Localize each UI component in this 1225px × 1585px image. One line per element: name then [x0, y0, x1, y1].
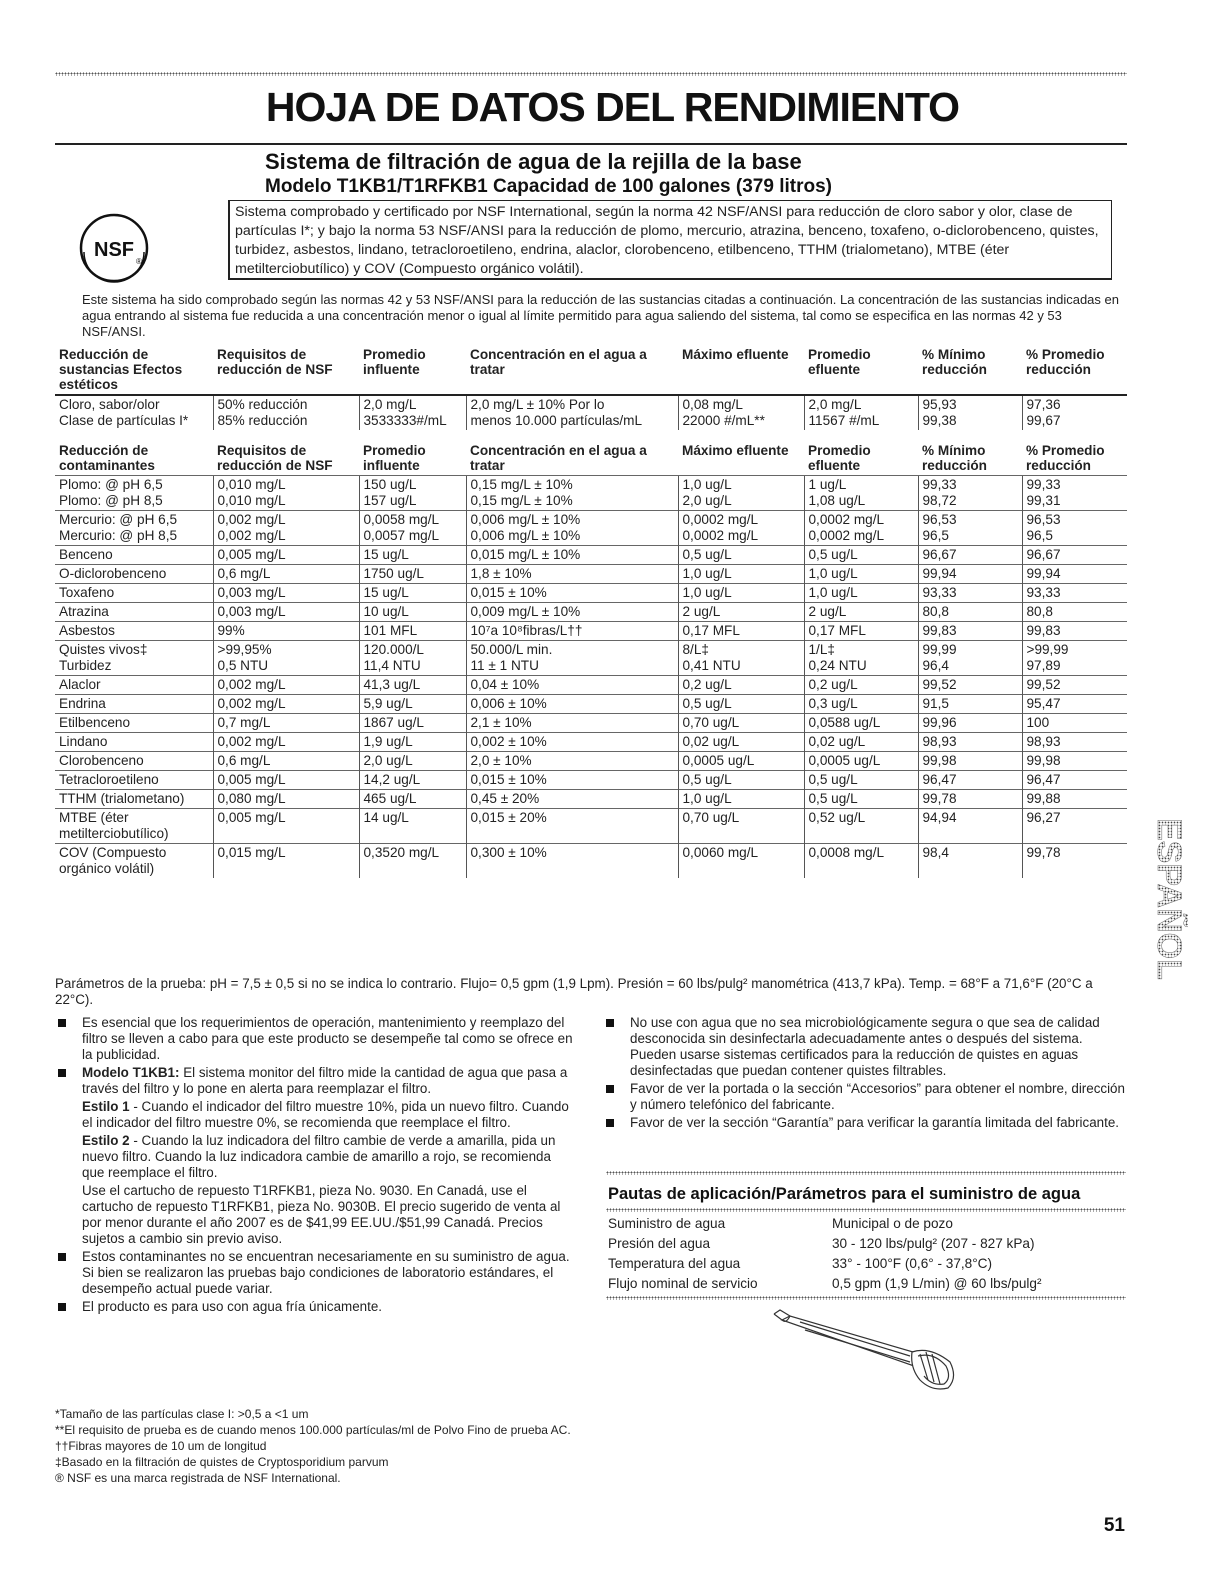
- table-cell: 10 ug/L: [359, 603, 466, 622]
- table-cell: 96,47: [918, 771, 1022, 790]
- table-cell: 0,5 ug/L: [804, 790, 918, 809]
- table-cell: 0,17 MFL: [804, 622, 918, 641]
- table-cell: 97,36 99,67: [1022, 395, 1127, 430]
- svg-text:NSF: NSF: [94, 239, 134, 261]
- guideline-row: [606, 1214, 1126, 1234]
- table-cell: 0,0002 mg/L 0,0002 mg/L: [678, 511, 804, 546]
- column-header: Promedio influente: [363, 443, 426, 473]
- column-header: % Mínimo reducción: [922, 347, 987, 377]
- table-cell: 96,53 96,5: [1022, 511, 1127, 546]
- table-cell: 0,3520 mg/L: [359, 844, 466, 879]
- table-cell: Atrazina: [55, 603, 213, 622]
- guideline-cell: Municipal o de pozo: [832, 1216, 953, 1231]
- replacement-cartridge-paragraph: Use el cartucho de repuesto T1RFKB1, pieza No. 9030. En Canadá, use el cartucho de repuesto T1RFKB1, pieza No. 9030B. El precio sugerido de venta al por menor durante el año 2007 es de $41,99 EE.UU./$51,99 Canadá. Precios sujetos a cambio sin previo aviso.: [82, 1183, 561, 1246]
- table-cell: 96,27: [1022, 809, 1127, 844]
- footnote: ® NSF es una marca registrada de NSF International.: [55, 1471, 341, 1485]
- guidelines-mid-rule: [606, 1208, 1126, 1212]
- table-row: [55, 752, 1127, 771]
- table-cell: MTBE (éter metilterciobutílico): [55, 809, 213, 844]
- table-row: [55, 641, 1127, 676]
- bullet-square-icon: [58, 1019, 66, 1027]
- table-cell: 96,53 96,5: [918, 511, 1022, 546]
- table-cell: 50% reducción 85% reducción: [213, 395, 359, 430]
- table-cell: Asbestos: [55, 622, 213, 641]
- table-cell: TTHM (trialometano): [55, 790, 213, 809]
- table-cell: 0,006 mg/L ± 10% 0,006 mg/L ± 10%: [466, 511, 678, 546]
- model-line: Modelo T1KB1/T1RFKB1 Capacidad de 100 galones (379 litros): [265, 176, 832, 197]
- table-cell: 99,94: [1022, 565, 1127, 584]
- style-1-paragraph: [55, 1099, 575, 1131]
- table-cell: 1867 ug/L: [359, 714, 466, 733]
- footnote: ††Fibras mayores de 10 um de longitud: [55, 1439, 267, 1453]
- table-cell: 0,17 MFL: [678, 622, 804, 641]
- table-row: [55, 809, 1127, 844]
- table-cell: 0,0008 mg/L: [804, 844, 918, 879]
- column-header: Concentración en el agua a tratar: [470, 347, 647, 377]
- footnote: *Tamaño de las partículas clase I: >0,5 a <1 um: [55, 1407, 309, 1421]
- table-row: [55, 511, 1127, 546]
- table-cell: 0,009 mg/L ± 10%: [466, 603, 678, 622]
- title-rule: [55, 143, 1127, 145]
- table-cell: 465 ug/L: [359, 790, 466, 809]
- table-cell: 99,94: [918, 565, 1022, 584]
- table-cell: 0,7 mg/L: [213, 714, 359, 733]
- column-header: Reducción de contaminantes: [59, 443, 155, 473]
- column-header: Máximo efluente: [682, 347, 789, 362]
- column-header: Promedio influente: [363, 347, 426, 377]
- table-cell: 0,005 mg/L: [213, 771, 359, 790]
- table-row: [55, 622, 1127, 641]
- table-cell: 0,006 ± 10%: [466, 695, 678, 714]
- table-cell: 1,9 ug/L: [359, 733, 466, 752]
- bullet-text: El sistema monitor del filtro mide la cantidad de agua que pasa a través del filtro y lo pone en alerta para reemplazar el filtro.: [82, 1065, 568, 1096]
- table-cell: Toxafeno: [55, 584, 213, 603]
- column-header: Reducción de sustancias Efectos estéticos: [59, 347, 183, 392]
- guidelines-bottom-rule: [606, 1296, 1126, 1300]
- table-row: [55, 695, 1127, 714]
- table-cell: 99,96: [918, 714, 1022, 733]
- style-2-label: Estilo 2: [82, 1133, 130, 1148]
- table-cell: 93,33: [1022, 584, 1127, 603]
- table-cell: 99,52: [918, 676, 1022, 695]
- table-cell: 0,5 ug/L: [804, 771, 918, 790]
- table-cell: 95,93 99,38: [918, 395, 1022, 430]
- table-cell: 2,0 mg/L 11567 #/mL: [804, 395, 918, 430]
- language-side-tab: [1148, 818, 1188, 1028]
- table-cell: 80,8: [918, 603, 1022, 622]
- table-cell: 100: [1022, 714, 1127, 733]
- table-cell: 99,98: [918, 752, 1022, 771]
- table-cell: Alaclor: [55, 676, 213, 695]
- table-cell: 99,78: [918, 790, 1022, 809]
- footnotes: [55, 1406, 855, 1486]
- table-cell: 2,0 ± 10%: [466, 752, 678, 771]
- table-cell: 0,08 mg/L 22000 #/mL**: [678, 395, 804, 430]
- page-number: 51: [1103, 1515, 1125, 1536]
- table-cell: 1,0 ug/L: [804, 584, 918, 603]
- bullet-item: [55, 1065, 575, 1097]
- bullet-item: [55, 1299, 575, 1315]
- table-cell: 91,5: [918, 695, 1022, 714]
- table-cell: 15 ug/L: [359, 584, 466, 603]
- water-supply-guidelines-table: [606, 1214, 1126, 1294]
- guideline-row: [606, 1254, 1126, 1274]
- table-cell: 0,003 mg/L: [213, 603, 359, 622]
- table-row: [55, 546, 1127, 565]
- bullet-item: [603, 1081, 1125, 1113]
- table-cell: Tetracloroetileno: [55, 771, 213, 790]
- intro-paragraph: Este sistema ha sido comprobado según las normas 42 y 53 NSF/ANSI para la reducción de las sustancias citadas a continuación. La concentración de las sustancias indicadas en agua entrando al sistema fue reducida a una concentración menor o igual al límite permitido para agua saliendo del sistema, tal como se especifica en las normas 42 y 53 NSF/ANSI.: [82, 292, 1119, 339]
- table-row: [55, 584, 1127, 603]
- bullet-square-icon: [606, 1019, 614, 1027]
- nsf-logo: [78, 212, 150, 284]
- guidelines-title: Pautas de aplicación/Parámetros para el suministro de agua: [608, 1185, 1081, 1203]
- table-row: [55, 565, 1127, 584]
- table-cell: Cloro, sabor/olor Clase de partículas I*: [55, 395, 213, 430]
- table-cell: 1,0 ug/L 2,0 ug/L: [678, 476, 804, 511]
- table-cell: 0,04 ± 10%: [466, 676, 678, 695]
- guideline-row: [606, 1234, 1126, 1254]
- table-row: [55, 603, 1127, 622]
- bullet-square-icon: [606, 1085, 614, 1093]
- guideline-cell: Temperatura del agua: [608, 1256, 741, 1271]
- subtitle: Sistema de filtración de agua de la rejilla de la base: [265, 149, 802, 174]
- table-cell: 98,4: [918, 844, 1022, 879]
- svg-text:®: ®: [136, 257, 142, 266]
- aesthetic-effects-table: [55, 345, 1127, 430]
- table-cell: 120.000/L 11,4 NTU: [359, 641, 466, 676]
- table-cell: 99,33 98,72: [918, 476, 1022, 511]
- table-cell: 96,47: [1022, 771, 1127, 790]
- column-header: Promedio efluente: [808, 443, 871, 473]
- table-cell: Etilbenceno: [55, 714, 213, 733]
- column-header: % Promedio reducción: [1026, 347, 1105, 377]
- table-cell: Benceno: [55, 546, 213, 565]
- left-bullet-list: [55, 1015, 575, 1317]
- column-header: Concentración en el agua a tratar: [470, 443, 647, 473]
- guideline-cell: 33° - 100°F (0,6° - 37,8°C): [832, 1256, 993, 1271]
- table-cell: >99,99 97,89: [1022, 641, 1127, 676]
- table-cell: 0,015 mg/L: [213, 844, 359, 879]
- table-cell: 0,15 mg/L ± 10% 0,15 mg/L ± 10%: [466, 476, 678, 511]
- contaminants-table: [55, 441, 1127, 878]
- table-cell: 0,0588 ug/L: [804, 714, 918, 733]
- table-cell: 41,3 ug/L: [359, 676, 466, 695]
- table-cell: 0,003 mg/L: [213, 584, 359, 603]
- table-row: [55, 714, 1127, 733]
- table-cell: 0,0002 mg/L 0,0002 mg/L: [804, 511, 918, 546]
- column-header: % Promedio reducción: [1026, 443, 1105, 473]
- bullet-text: No use con agua que no sea microbiológicamente segura o que sea de calidad desconocida sin desinfectarla adecuadamente antes o después del sistema. Pueden usarse sistemas certificados para la reducción de quistes en aguas desinfectadas que puedan contener quistes filtrables.: [630, 1015, 1100, 1078]
- table-row: [55, 771, 1127, 790]
- guideline-row: [606, 1274, 1126, 1294]
- table-cell: 0,5 ug/L: [804, 546, 918, 565]
- style-2-paragraph: [55, 1133, 575, 1181]
- table-cell: 14 ug/L: [359, 809, 466, 844]
- table-cell: 99,78: [1022, 844, 1127, 879]
- table-cell: 0,005 mg/L: [213, 809, 359, 844]
- table-cell: 99,52: [1022, 676, 1127, 695]
- table-cell: 0,45 ± 20%: [466, 790, 678, 809]
- table-cell: 0,002 mg/L: [213, 676, 359, 695]
- bullet-item: [55, 1015, 575, 1063]
- table-cell: 0,6 mg/L: [213, 565, 359, 584]
- table-cell: 0,010 mg/L 0,010 mg/L: [213, 476, 359, 511]
- table-cell: 98,93: [918, 733, 1022, 752]
- table-cell: Plomo: @ pH 6,5 Plomo: @ pH 8,5: [55, 476, 213, 511]
- table-cell: 8/L‡ 0,41 NTU: [678, 641, 804, 676]
- table-cell: 99,33 99,31: [1022, 476, 1127, 511]
- guideline-cell: 0,5 gpm (1,9 L/min) @ 60 lbs/pulg²: [832, 1276, 1042, 1291]
- table-cell: 15 ug/L: [359, 546, 466, 565]
- svg-text:ESPAÑOL: ESPAÑOL: [1150, 818, 1188, 980]
- column-header: Requisitos de reducción de NSF: [217, 443, 333, 473]
- table-cell: 0,02 ug/L: [678, 733, 804, 752]
- table-cell: Clorobenceno: [55, 752, 213, 771]
- table-cell: 0,70 ug/L: [678, 714, 804, 733]
- table-cell: 1/L‡ 0,24 NTU: [804, 641, 918, 676]
- guideline-cell: 30 - 120 lbs/pulg² (207 - 827 kPa): [832, 1236, 1035, 1251]
- certification-box: Sistema comprobado y certificado por NSF International, según la norma 42 NSF/ANSI para reducción de cloro sabor y olor, clase de partículas I*; y bajo la norma 53 NSF/ANSI para la reducción de plomo, mercurio, atrazina, benceno, toxafeno, o-diclorobenceno, quistes, turbidez, asbestos, lindano, tetracloroetileno, endrina, alaclor, clorobenceno, etilbenceno, TTHM (trialometano), MTBE (éter metilterciobutílico) y COV (Compuesto orgánico volátil).: [228, 200, 1112, 280]
- table-cell: 0,52 ug/L: [804, 809, 918, 844]
- table-cell: 1750 ug/L: [359, 565, 466, 584]
- table-cell: 99,83: [1022, 622, 1127, 641]
- bullet-square-icon: [58, 1253, 66, 1261]
- table-cell: 99,98: [1022, 752, 1127, 771]
- table-cell: 2,0 mg/L ± 10% Por lo menos 10.000 partículas/mL: [466, 395, 678, 430]
- bullet-text: Favor de ver la sección “Garantía” para verificar la garantía limitada del fabricante.: [630, 1115, 1119, 1130]
- table-cell: 0,5 ug/L: [678, 771, 804, 790]
- table-cell: 2 ug/L: [804, 603, 918, 622]
- table-cell: 99,99 96,4: [918, 641, 1022, 676]
- table-cell: 0,0005 ug/L: [804, 752, 918, 771]
- table-cell: 2,0 ug/L: [359, 752, 466, 771]
- table-cell: 93,33: [918, 584, 1022, 603]
- table-cell: 0,5 ug/L: [678, 546, 804, 565]
- table-cell: 1 ug/L 1,08 ug/L: [804, 476, 918, 511]
- bullet-item: [603, 1015, 1125, 1079]
- table-cell: 80,8: [1022, 603, 1127, 622]
- bullet-square-icon: [58, 1303, 66, 1311]
- table-cell: 1,0 ug/L: [678, 584, 804, 603]
- test-parameters-note: Parámetros de la prueba: pH = 7,5 ± 0,5 si no se indica lo contrario. Flujo= 0,5 gpm (1,9 Lpm). Presión = 60 lbs/pulg² manométrica (413,7 kPa). Temp. = 68°F a 71,6°F (20°C a 22°C).: [55, 976, 1093, 1007]
- table-cell: 0,3 ug/L: [804, 695, 918, 714]
- table-cell: O-diclorobenceno: [55, 565, 213, 584]
- table-cell: 0,2 ug/L: [804, 676, 918, 695]
- style-2-text: - Cuando la luz indicadora del filtro cambie de verde a amarilla, pida un nuevo filtro. Cuando la luz indicadora cambie de amarillo a rojo, se recomienda que reemplace el filtro.: [82, 1133, 556, 1180]
- bullet-text: El producto es para uso con agua fría únicamente.: [82, 1299, 382, 1314]
- footnote: **El requisito de prueba es de cuando menos 100.000 partículas/ml de Polvo Fino de prueba AC.: [55, 1423, 571, 1437]
- table-row: [55, 790, 1127, 809]
- guideline-cell: Flujo nominal de servicio: [608, 1276, 758, 1291]
- table-cell: 2,1 ± 10%: [466, 714, 678, 733]
- table-row: [55, 476, 1127, 511]
- table-cell: 0,002 mg/L: [213, 733, 359, 752]
- table-cell: 99%: [213, 622, 359, 641]
- table-cell: Endrina: [55, 695, 213, 714]
- filter-cartridge-illustration: [760, 1302, 960, 1392]
- table-cell: 2 ug/L: [678, 603, 804, 622]
- table-cell: 99,88: [1022, 790, 1127, 809]
- top-dotted-rule: [55, 72, 1127, 76]
- column-header: % Mínimo reducción: [922, 443, 987, 473]
- table-cell: 0,002 mg/L 0,002 mg/L: [213, 511, 359, 546]
- footnote: ‡Basado en la filtración de quistes de Cryptosporidium parvum: [55, 1455, 389, 1469]
- table-cell: 101 MFL: [359, 622, 466, 641]
- table-cell: 50.000/L min. 11 ± 1 NTU: [466, 641, 678, 676]
- guideline-cell: Presión del agua: [608, 1236, 711, 1251]
- table-cell: 1,0 ug/L: [678, 565, 804, 584]
- model-label: Modelo T1KB1:: [82, 1065, 180, 1080]
- table-cell: 0,015 ± 10%: [466, 584, 678, 603]
- table-cell: 0,005 mg/L: [213, 546, 359, 565]
- table-cell: 1,0 ug/L: [804, 565, 918, 584]
- table-cell: 2,0 mg/L 3533333#/mL: [359, 395, 466, 430]
- table-cell: 96,67: [1022, 546, 1127, 565]
- table-cell: 0,2 ug/L: [678, 676, 804, 695]
- column-header: Máximo efluente: [682, 443, 789, 458]
- style-1-text: - Cuando el indicador del filtro muestre 10%, pida un nuevo filtro. Cuando el indicador del filtro muestre 0%, se recomienda que reemplace el filtro.: [82, 1099, 569, 1130]
- bullet-text: Estos contaminantes no se encuentran necesariamente en su suministro de agua. Si bien se realizaron las pruebas bajo condiciones de laboratorio estándares, el desempeño actual puede variar.: [82, 1249, 570, 1296]
- table-cell: 14,2 ug/L: [359, 771, 466, 790]
- bullet-square-icon: [58, 1069, 66, 1077]
- table-row: [55, 676, 1127, 695]
- bullet-text: Es esencial que los requerimientos de operación, mantenimiento y reemplazo del filtro se lleven a cabo para que este producto se desempeñe tal como se ofrece en la publicidad.: [82, 1015, 573, 1062]
- table-cell: COV (Compuesto orgánico volátil): [55, 844, 213, 879]
- bullet-item: [603, 1115, 1125, 1131]
- table-cell: 96,67: [918, 546, 1022, 565]
- table-cell: 10⁷a 10⁸fibras/L††: [466, 622, 678, 641]
- table-cell: 0,0058 mg/L 0,0057 mg/L: [359, 511, 466, 546]
- table-cell: 0,080 mg/L: [213, 790, 359, 809]
- table-cell: 0,02 ug/L: [804, 733, 918, 752]
- column-header: Requisitos de reducción de NSF: [217, 347, 333, 377]
- table-cell: 0,002 mg/L: [213, 695, 359, 714]
- table-cell: 0,300 ± 10%: [466, 844, 678, 879]
- table-cell: 0,70 ug/L: [678, 809, 804, 844]
- table-cell: 5,9 ug/L: [359, 695, 466, 714]
- table-cell: 0,015 ± 10%: [466, 771, 678, 790]
- table-row: [55, 733, 1127, 752]
- bullet-square-icon: [606, 1119, 614, 1127]
- table-cell: 1,0 ug/L: [678, 790, 804, 809]
- table-cell: 0,0060 mg/L: [678, 844, 804, 879]
- table-cell: 0,002 ± 10%: [466, 733, 678, 752]
- table-cell: 0,0005 ug/L: [678, 752, 804, 771]
- table-cell: >99,95% 0,5 NTU: [213, 641, 359, 676]
- table-cell: 150 ug/L 157 ug/L: [359, 476, 466, 511]
- table-cell: 0,015 ± 20%: [466, 809, 678, 844]
- table-cell: 1,8 ± 10%: [466, 565, 678, 584]
- table-row: [55, 395, 1127, 430]
- right-bullet-list: [603, 1015, 1125, 1133]
- page-title: HOJA DE DATOS DEL RENDIMIENTO: [265, 84, 960, 130]
- table-cell: 0,5 ug/L: [678, 695, 804, 714]
- table-cell: 99,83: [918, 622, 1022, 641]
- table-cell: Lindano: [55, 733, 213, 752]
- style-1-label: Estilo 1: [82, 1099, 130, 1114]
- table-row: [55, 844, 1127, 879]
- guideline-cell: Suministro de agua: [608, 1216, 726, 1231]
- table-cell: 0,6 mg/L: [213, 752, 359, 771]
- table-cell: Mercurio: @ pH 6,5 Mercurio: @ pH 8,5: [55, 511, 213, 546]
- bullet-item: [55, 1249, 575, 1297]
- guidelines-top-rule: [606, 1171, 1126, 1175]
- bullet-text: Favor de ver la portada o la sección “Accesorios” para obtener el nombre, dirección y número telefónico del fabricante.: [630, 1081, 1125, 1112]
- table-cell: 0,015 mg/L ± 10%: [466, 546, 678, 565]
- table-cell: Quistes vivos‡ Turbidez: [55, 641, 213, 676]
- column-header: Promedio efluente: [808, 347, 871, 377]
- table-cell: 95,47: [1022, 695, 1127, 714]
- table-cell: 98,93: [1022, 733, 1127, 752]
- table-cell: 94,94: [918, 809, 1022, 844]
